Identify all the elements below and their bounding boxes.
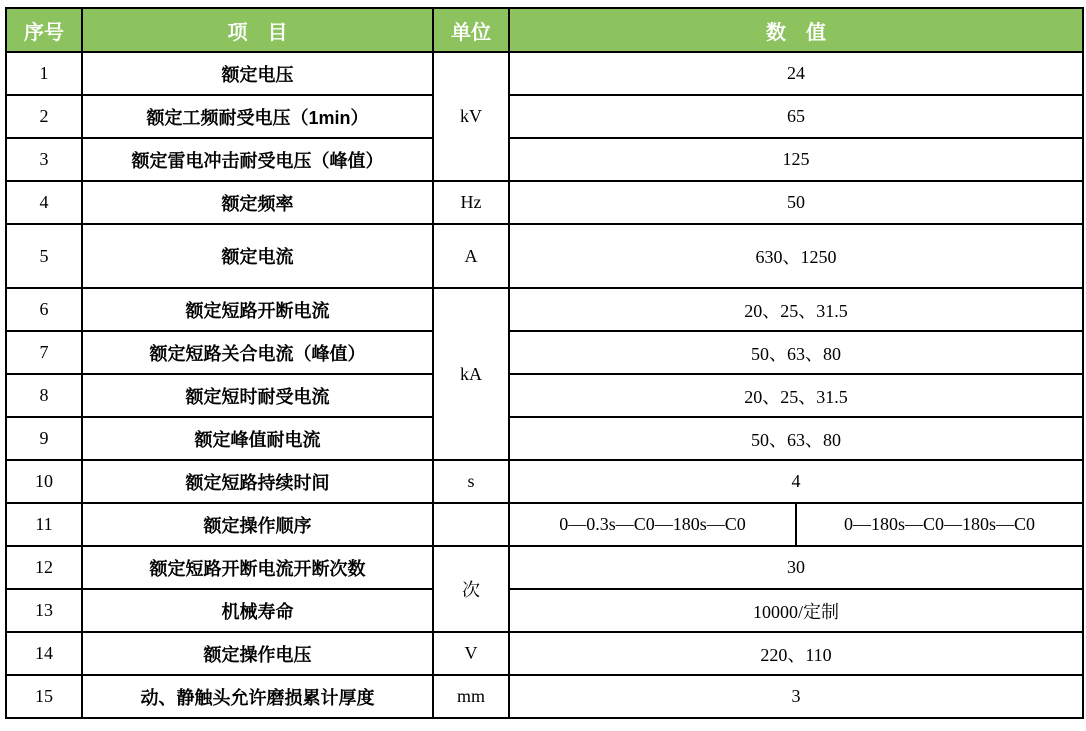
cell-value: 20、25、31.5 [509, 374, 1083, 417]
cell-value: 4 [509, 460, 1083, 503]
cell-no: 2 [6, 95, 82, 138]
cell-unit: A [433, 224, 509, 288]
table-row [6, 138, 1083, 181]
cell-item: 额定频率 [82, 181, 433, 224]
cell-no: 5 [6, 224, 82, 288]
cell-item: 机械寿命 [82, 589, 433, 632]
table-row [6, 331, 1083, 374]
cell-value: 20、25、31.5 [509, 288, 1083, 331]
table-row [6, 589, 1083, 632]
cell-value: 24 [509, 52, 1083, 95]
table-row [6, 460, 1083, 503]
table-row [6, 417, 1083, 460]
cell-no: 12 [6, 546, 82, 589]
cell-item: 额定电压 [82, 52, 433, 95]
cell-item: 额定雷电冲击耐受电压（峰值） [82, 138, 433, 181]
cell-unit: Hz [433, 181, 509, 224]
cell-item: 额定短路持续时间 [82, 460, 433, 503]
cell-no: 10 [6, 460, 82, 503]
spec-table-body [6, 52, 1083, 718]
cell-item: 额定短时耐受电流 [82, 374, 433, 417]
cell-value: 3 [509, 675, 1083, 718]
table-row [6, 546, 1083, 589]
cell-value: 630、1250 [509, 224, 1083, 288]
header-cell-unit: 单位 [433, 8, 509, 52]
cell-value: 30 [509, 546, 1083, 589]
cell-unit [433, 503, 509, 546]
cell-value: 65 [509, 95, 1083, 138]
cell-value: 220、110 [509, 632, 1083, 675]
table-row [6, 632, 1083, 675]
cell-value: 50、63、80 [509, 417, 1083, 460]
table-row [6, 503, 1083, 546]
cell-value: 50、63、80 [509, 331, 1083, 374]
table-row [6, 95, 1083, 138]
table-row [6, 181, 1083, 224]
cell-item: 额定电流 [82, 224, 433, 288]
header-cell-no: 序号 [6, 8, 82, 52]
cell-no: 9 [6, 417, 82, 460]
table-row [6, 374, 1083, 417]
cell-unit: mm [433, 675, 509, 718]
cell-no: 4 [6, 181, 82, 224]
technical-parameters-table [5, 7, 1084, 719]
cell-unit: kV [433, 52, 509, 181]
table-row [6, 224, 1083, 288]
cell-item: 额定短路开断电流 [82, 288, 433, 331]
cell-no: 3 [6, 138, 82, 181]
cell-no: 11 [6, 503, 82, 546]
cell-no: 13 [6, 589, 82, 632]
header-row [6, 8, 1083, 52]
cell-unit: 次 [433, 546, 509, 632]
cell-value: 0—180s—C0—180s—C0 [796, 503, 1083, 546]
cell-item: 额定短路关合电流（峰值） [82, 331, 433, 374]
cell-no: 15 [6, 675, 82, 718]
table-row [6, 675, 1083, 718]
cell-item: 额定短路开断电流开断次数 [82, 546, 433, 589]
cell-value: 0—0.3s—C0—180s—C0 [509, 503, 796, 546]
cell-no: 8 [6, 374, 82, 417]
cell-no: 14 [6, 632, 82, 675]
cell-item: 额定工频耐受电压（1min） [82, 95, 433, 138]
cell-unit: s [433, 460, 509, 503]
cell-unit: V [433, 632, 509, 675]
table-row [6, 52, 1083, 95]
cell-value: 10000/定制 [509, 589, 1083, 632]
header-cell-item: 项 目 [82, 8, 433, 52]
cell-item: 额定操作顺序 [82, 503, 433, 546]
cell-item: 额定操作电压 [82, 632, 433, 675]
cell-no: 1 [6, 52, 82, 95]
cell-unit: kA [433, 288, 509, 460]
cell-item: 额定峰值耐电流 [82, 417, 433, 460]
cell-item: 动、静触头允许磨损累计厚度 [82, 675, 433, 718]
header-cell-value: 数 值 [509, 8, 1083, 52]
cell-no: 7 [6, 331, 82, 374]
cell-value: 125 [509, 138, 1083, 181]
cell-no: 6 [6, 288, 82, 331]
cell-value: 50 [509, 181, 1083, 224]
table-row [6, 288, 1083, 331]
